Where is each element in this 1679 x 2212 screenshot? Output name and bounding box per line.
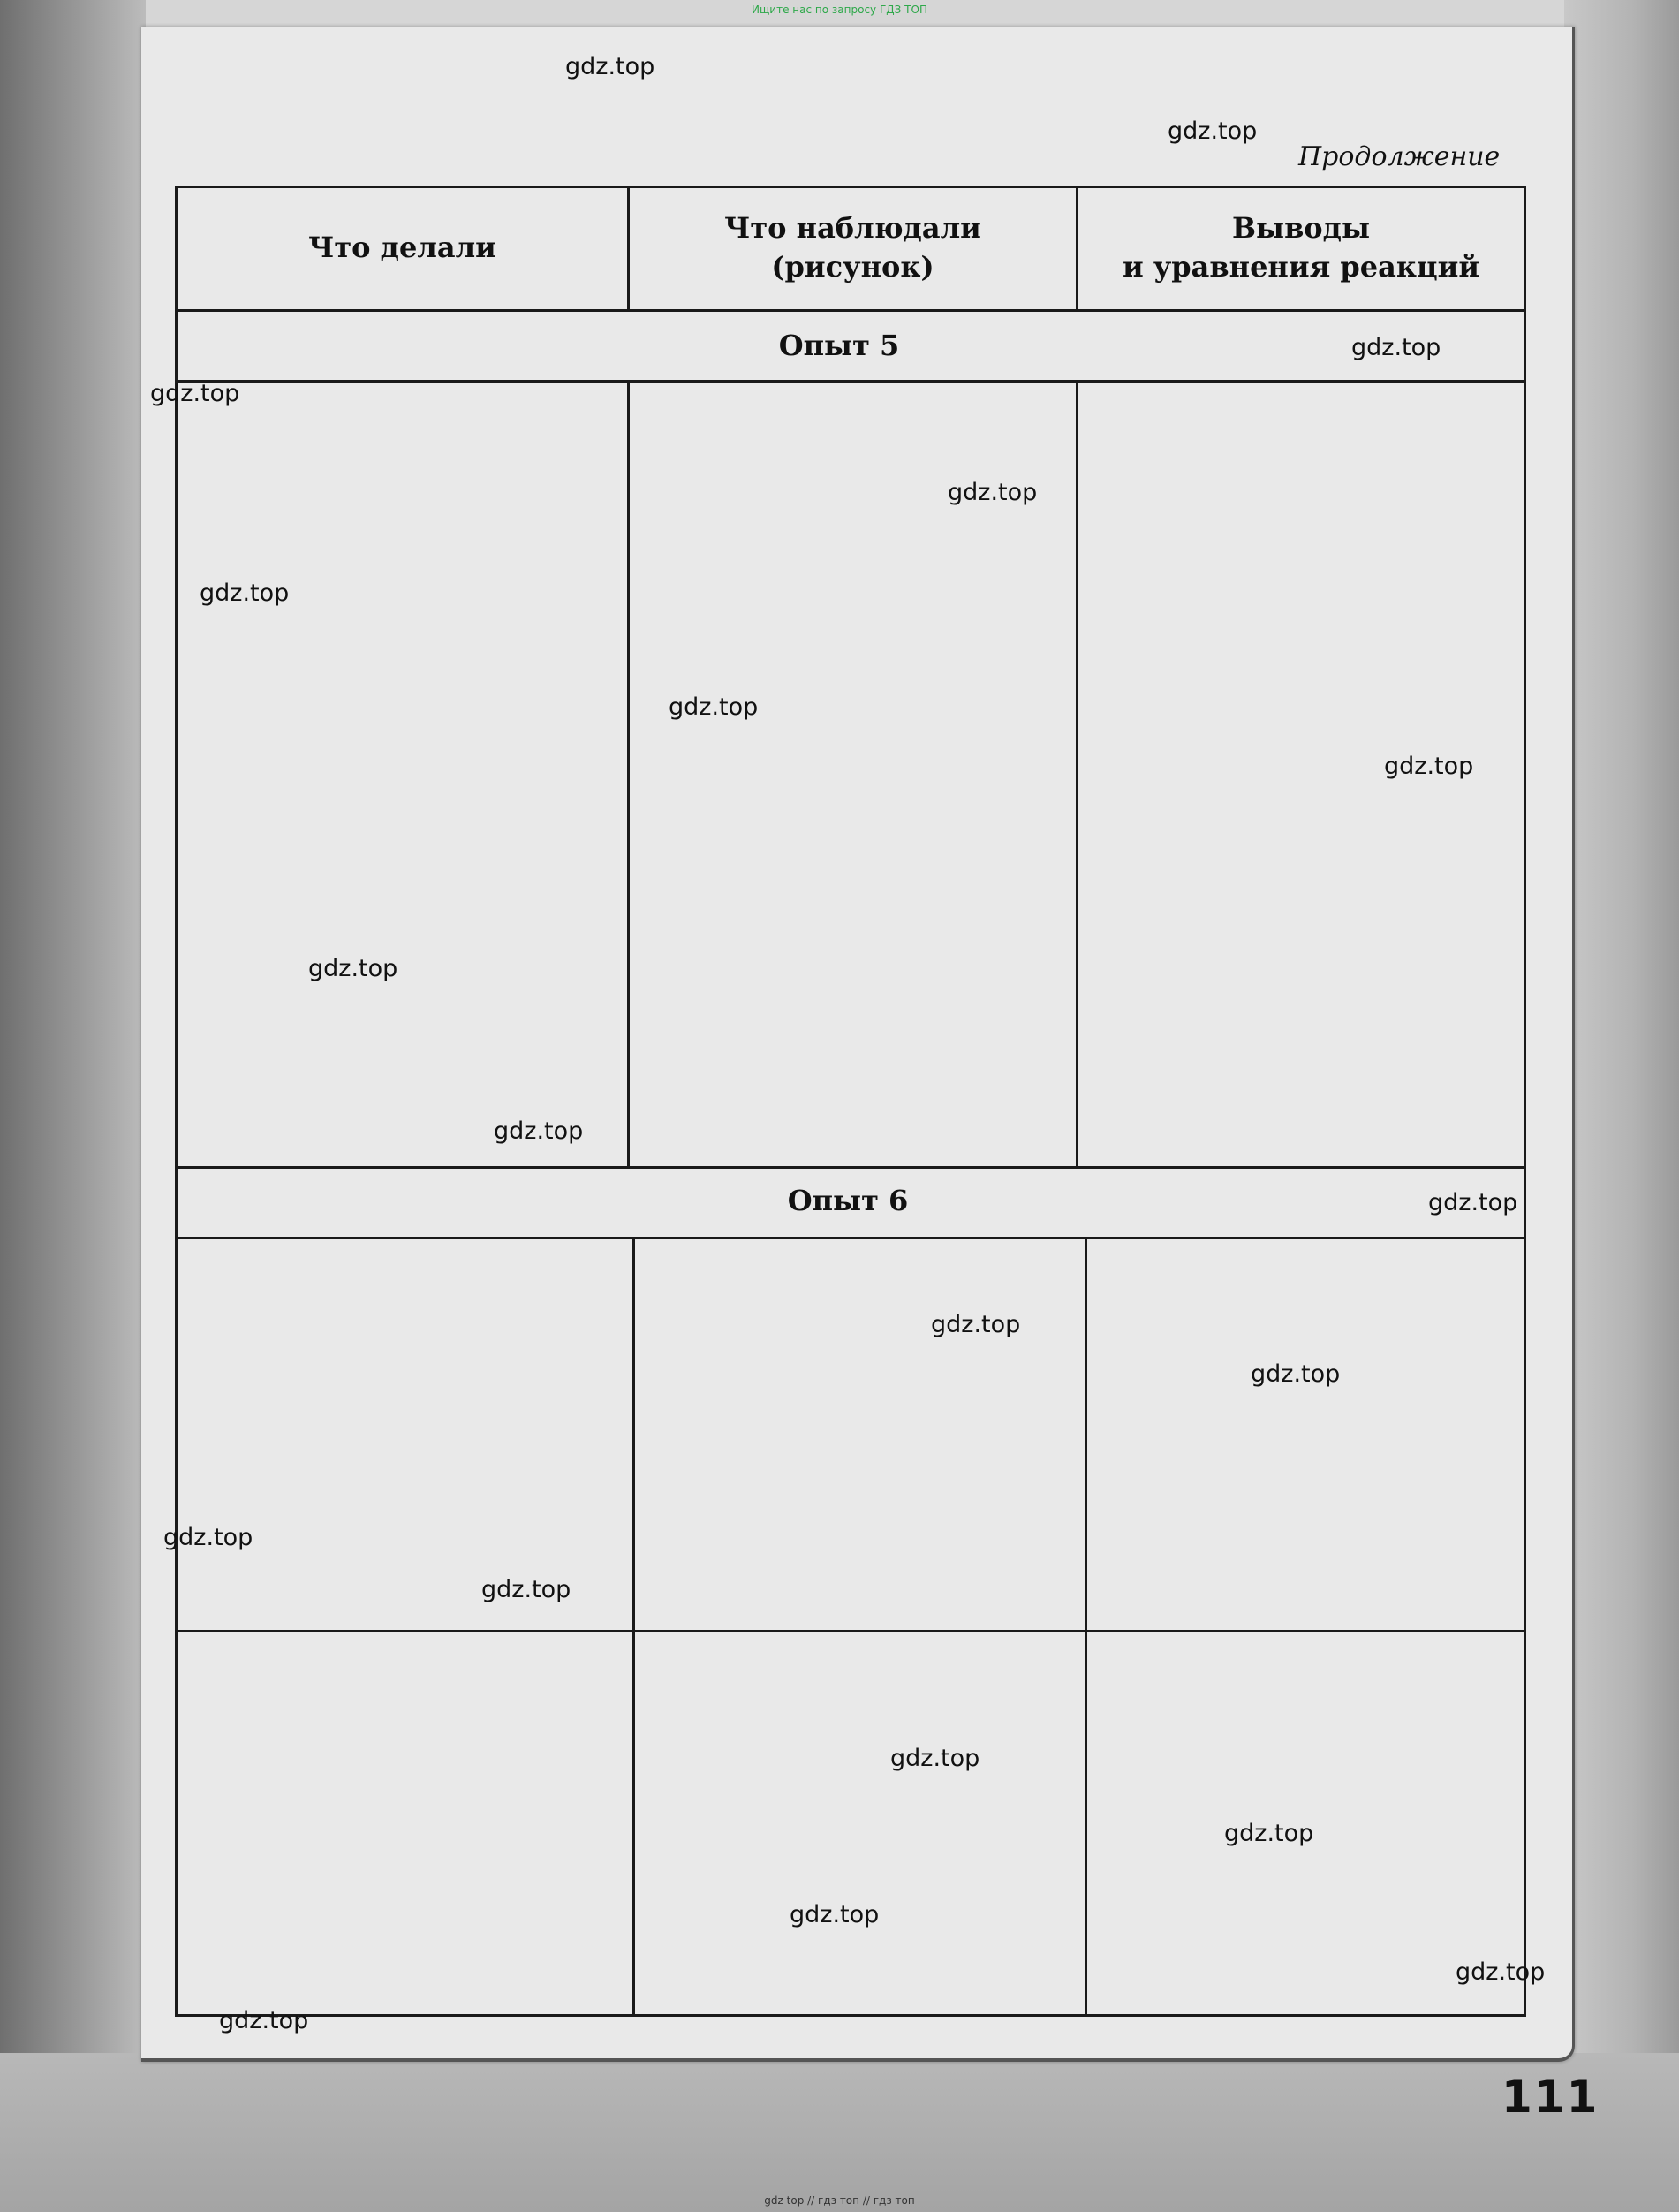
col-divider-2-exp6 xyxy=(1085,1237,1087,2014)
watermark: gdz.top xyxy=(494,1117,584,1145)
watermark: gdz.top xyxy=(200,580,290,607)
continuation-label: Продолжение xyxy=(1298,141,1501,172)
header-conclusions: Выводы и уравнения реакций xyxy=(1122,211,1480,284)
watermark: gdz.top xyxy=(931,1311,1021,1338)
col-divider-1-exp6 xyxy=(632,1237,635,2014)
watermark: gdz.top xyxy=(790,1901,880,1928)
watermark: gdz.top xyxy=(308,955,398,982)
table-border-top xyxy=(175,186,1526,188)
watermark: gdz.top xyxy=(1456,1958,1546,1986)
bottom-note: gdz top // гдз топ // гдз топ xyxy=(764,2194,915,2207)
watermark: gdz.top xyxy=(1251,1360,1341,1388)
col-divider-2-exp5 xyxy=(1076,380,1078,1166)
exp6-divider-top xyxy=(175,1166,1526,1169)
header-what-observed: Что наблюдали (рисунок) xyxy=(724,211,981,284)
table-border-left xyxy=(175,186,178,2017)
watermark: gdz.top xyxy=(481,1576,571,1603)
watermark: gdz.top xyxy=(163,1524,253,1551)
watermark: gdz.top xyxy=(1224,1820,1314,1847)
watermark: gdz.top xyxy=(1428,1189,1518,1216)
watermark: gdz.top xyxy=(948,479,1038,506)
watermark: gdz.top xyxy=(219,2007,309,2034)
top-note: Ищите нас по запросу ГДЗ ТОП xyxy=(752,4,927,16)
watermark: gdz.top xyxy=(1384,753,1474,780)
table-border-bottom xyxy=(175,2014,1526,2017)
exp6-row-divider xyxy=(175,1630,1526,1632)
watermark: gdz.top xyxy=(1168,117,1258,145)
page-number: 111 xyxy=(1501,2072,1600,2123)
experiment-5-label: Опыт 5 xyxy=(778,329,900,362)
exp6-divider-bottom xyxy=(175,1237,1526,1239)
exp5-divider xyxy=(175,380,1526,383)
col-divider-1-exp5 xyxy=(627,380,630,1166)
watermark: gdz.top xyxy=(565,53,655,80)
watermark: gdz.top xyxy=(890,1745,980,1772)
experiment-6-label: Опыт 6 xyxy=(787,1184,909,1217)
header-what-done: Что делали xyxy=(308,231,496,264)
header-divider xyxy=(175,309,1526,312)
watermark: gdz.top xyxy=(1351,334,1441,361)
watermark: gdz.top xyxy=(669,693,759,721)
table-border-right xyxy=(1524,186,1526,2017)
watermark: gdz.top xyxy=(150,380,240,407)
